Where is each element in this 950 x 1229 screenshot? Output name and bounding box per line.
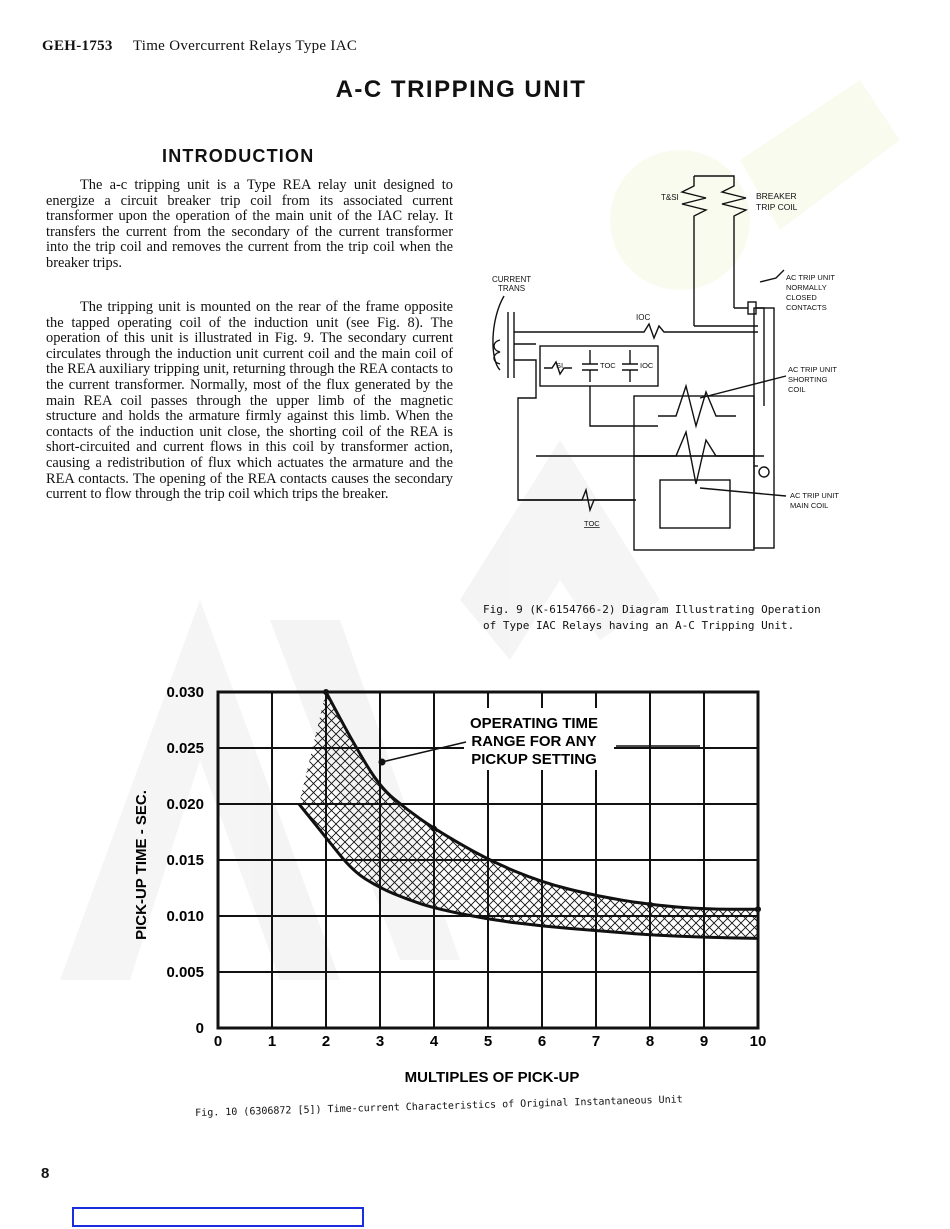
- label-current: CURRENT: [492, 275, 532, 284]
- label-tsi: T&SI: [661, 193, 679, 202]
- armature-pivot: [759, 467, 769, 477]
- section-title: INTRODUCTION: [162, 146, 315, 166]
- armature-link: [756, 308, 764, 406]
- y-tick-label: 0.010: [166, 908, 204, 925]
- label-shorting-1: AC TRIP UNIT: [788, 365, 837, 374]
- x-tick-label: 6: [537, 1033, 547, 1050]
- x-tick-label: 10: [749, 1033, 767, 1050]
- intro-paragraph-1: The a-c tripping unit is a Type REA relay unit designed to energize a circuit breaker trip coil from its associated current transformer upon the operation of the main unit of the IAC relay. It transfers the current from the secondary of the current transformer into the trip coil and removes the current from the trip coil when the breaker trips.: [46, 177, 453, 271]
- y-axis-label: PICK-UP TIME - SEC.: [133, 790, 150, 940]
- main-coil-window: [660, 480, 730, 528]
- y-tick-label: 0.015: [166, 852, 204, 869]
- annotation-line-1: OPERATING TIME: [469, 715, 599, 732]
- y-tick-label: 0.005: [166, 964, 204, 981]
- doc-number: GEH-1753: [42, 38, 113, 54]
- label-trip-coil: TRIP COIL: [756, 202, 798, 212]
- label-nc-2: NORMALLY: [786, 283, 827, 292]
- label-si: SI: [556, 361, 564, 370]
- annotation-dot: [379, 759, 386, 766]
- figure-9-caption-line-2: of Type IAC Relays having an A-C Tripping Unit.: [483, 618, 795, 632]
- curve-marker: [755, 906, 761, 912]
- label-shorting-3: COIL: [788, 385, 806, 394]
- x-tick-label: 7: [591, 1033, 601, 1050]
- toc-contact: [582, 350, 598, 382]
- chart-annotation: [379, 708, 701, 770]
- ioc-contact: [622, 350, 638, 382]
- figure-10-chart: [120, 680, 800, 1090]
- figure-9-caption: [483, 602, 903, 633]
- x-tick-label: 1: [267, 1033, 277, 1050]
- ct-core: [508, 312, 514, 378]
- x-tick-label: 8: [645, 1033, 655, 1050]
- x-tick-label: 5: [483, 1033, 493, 1050]
- main-coil-leader: [700, 488, 786, 496]
- tsi-resistor: [682, 176, 706, 326]
- footer-link-box[interactable]: [72, 1207, 364, 1227]
- x-tick-label: 4: [429, 1033, 439, 1050]
- label-trans: TRANS: [498, 284, 526, 293]
- figure-9-caption-line-1: Fig. 9 (K-6154766-2) Diagram Illustrating Operation: [483, 603, 821, 616]
- shorting-leader: [700, 376, 786, 398]
- toc-bottom-line: [518, 490, 634, 510]
- shorting-wiring: [590, 386, 658, 426]
- label-breaker: BREAKER: [756, 191, 797, 201]
- x-tick-label: 3: [375, 1033, 385, 1050]
- label-shorting-2: SHORTING: [788, 375, 828, 384]
- ct-secondary-wiring: [514, 344, 636, 500]
- y-tick-label: 0.030: [166, 684, 204, 701]
- running-header: [42, 38, 357, 55]
- trip-coil-symbol: [694, 176, 746, 308]
- curve-marker: [323, 689, 329, 695]
- label-main-1: AC TRIP UNIT: [790, 491, 839, 500]
- label-nc-1: AC TRIP UNIT: [786, 273, 835, 282]
- figure-9-diagram: [486, 170, 886, 555]
- label-main-2: MAIN COIL: [790, 501, 829, 510]
- curve-marker: [647, 902, 653, 908]
- x-tick-label: 9: [699, 1033, 709, 1050]
- label-nc-3: CLOSED: [786, 293, 817, 302]
- figure-10-caption: Fig. 10 (6306872 [5]) Time-current Characteristics of Original Instantaneous Unit: [195, 1094, 683, 1119]
- main-coil-winding: [536, 432, 764, 484]
- annotation-leader-left: [382, 742, 466, 762]
- label-ioc-top: IOC: [636, 313, 651, 322]
- doc-title: Time Overcurrent Relays Type IAC: [132, 38, 358, 54]
- ct-winding: [494, 340, 500, 364]
- annotation-line-3: PICKUP SETTING: [471, 751, 597, 768]
- label-toc-bottom: TOC: [584, 519, 600, 528]
- x-tick-label: 0: [213, 1033, 223, 1050]
- label-toc-small: TOC: [600, 361, 616, 370]
- x-tick-label: 2: [321, 1033, 331, 1050]
- intro-paragraph-2: The tripping unit is mounted on the rear of the frame opposite the tapped operating coil of the induction unit (see Fig. 8). The operation of this unit is illustrated in Fig. 9. The secondary current circulates through the induction unit current coil and the main coil of the REA auxiliary tripping unit, returning through the REA contacts to the current transformer. Normally, most of the flux generated by the main REA coil passes through the upper limb of the magnetic structure and holds the armature firmly against this limb. When the contacts of the induction unit close, the shorting coil of the REA is short-circuited and current flows in this coil by transformer action, causing a redistribution of flux which actuates the armature and the REA contacts. The opening of the REA contacts causes the secondary current to flow through the trip coil which trips the breaker.: [46, 299, 453, 503]
- x-axis-label: MULTIPLES OF PICK-UP: [404, 1069, 580, 1086]
- curve-marker: [431, 826, 437, 832]
- page-number: 8: [41, 1165, 50, 1182]
- y-tick-label: 0: [195, 1020, 204, 1037]
- annotation-line-2: RANGE FOR ANY: [471, 733, 597, 750]
- page-title: A-C TRIPPING UNIT: [335, 76, 587, 103]
- label-ioc-small: IOC: [640, 361, 654, 370]
- y-tick-label: 0.025: [166, 740, 204, 757]
- y-tick-label: 0.020: [166, 796, 204, 813]
- label-nc-4: CONTACTS: [786, 303, 827, 312]
- nc-leader: [760, 270, 784, 282]
